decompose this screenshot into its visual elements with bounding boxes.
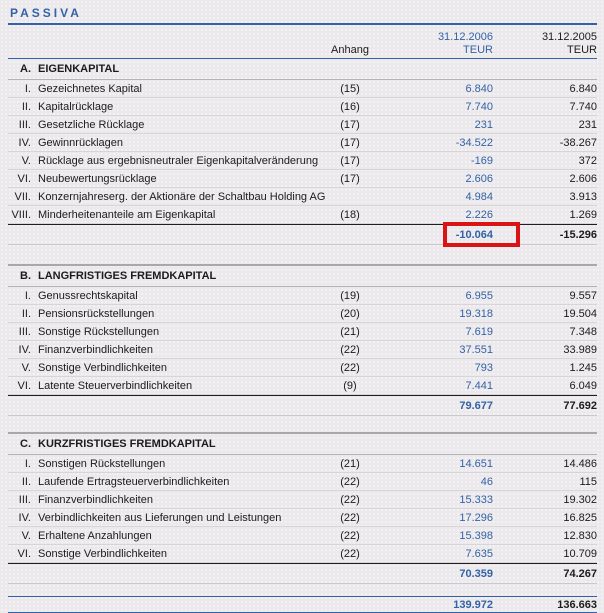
table-row [8,188,597,206]
section-total-2006: 79.677 [459,399,493,412]
section-header-eigenkapital [8,59,597,80]
section-total-2005: -15.296 [559,228,597,241]
row-anhang: (17) [340,118,360,131]
row-value-2005: 6.840 [569,82,597,95]
row-value-2005: 231 [578,118,597,131]
row-anhang: (22) [340,361,360,374]
row-value-2006: 19.318 [459,307,493,320]
row-value-2005: 2.606 [569,172,597,185]
row-value-2006: 46 [480,475,493,488]
row-value-2005: 14.486 [563,457,597,470]
section-letter: A. [20,63,31,75]
row-value-2005: 7.740 [569,100,597,113]
row-value-2006: 793 [474,361,493,374]
row-label: Gesetzliche Rücklage [38,118,145,131]
table-row [8,152,597,170]
row-value-2006: 17.296 [459,511,493,524]
row-value-2006: -34.522 [455,136,493,149]
row-label: Finanzverbindlichkeiten [38,343,153,356]
section-title: EIGENKAPITAL [38,63,120,75]
highlighted-value: -10.064 [455,228,493,241]
section-title: KURZFRISTIGES FREMDKAPITAL [38,438,216,450]
section-total-row-kurzfristiges-fremdkapital [8,563,597,584]
grand-total-row [8,596,597,613]
row-value-2006: 6.840 [465,82,493,95]
row-value-2006: 7.441 [465,379,493,392]
row-value-2006: 15.333 [459,493,493,506]
row-anhang: (22) [340,529,360,542]
grand-total-2006: 139.972 [453,598,493,611]
row-value-2005: 10.709 [563,547,597,560]
section-title: LANGFRISTIGES FREMDKAPITAL [38,270,217,282]
row-anhang: (19) [340,289,360,302]
row-label: Genussrechtskapital [38,289,138,302]
table-row [8,134,597,152]
row-value-2005: 115 [579,475,597,488]
section-kurzfristiges-fremdkapital [8,432,597,584]
row-value-2005: -38.267 [559,136,597,149]
row-value-2005: 19.504 [563,307,597,320]
row-numeral: V. [21,154,31,167]
row-numeral: V. [21,361,31,374]
row-numeral: VII. [14,190,31,203]
row-value-2006: -169 [470,154,493,167]
table-row [8,323,597,341]
row-label: Minderheitenanteile am Eigenkapital [38,208,216,221]
table-row [8,206,597,224]
row-numeral: II. [21,475,31,488]
row-value-2005: 1.245 [569,361,597,374]
row-anhang: (22) [340,547,360,560]
table-row [8,305,597,323]
row-value-2006: 15.398 [459,529,493,542]
row-anhang: (16) [340,100,360,113]
row-numeral: I. [24,82,31,95]
row-numeral: V. [21,529,31,542]
table-row [8,98,597,116]
row-value-2006: 7.740 [465,100,493,113]
row-anhang: (9) [343,379,357,392]
row-anhang: (17) [340,172,360,185]
section-total-2005: 77.692 [563,399,597,412]
row-value-2005: 16.825 [563,511,597,524]
row-label: Sonstige Verbindlichkeiten [38,547,168,560]
row-label: Latente Steuerverbindlichkeiten [38,379,193,392]
row-numeral: VI. [17,547,31,560]
row-numeral: VI. [17,379,31,392]
row-value-2006: 6.955 [465,289,493,302]
row-value-2006: 231 [474,118,493,131]
row-label: Rücklage aus ergebnisneutraler Eigenkapitalveränderung [38,154,319,167]
table-row [8,527,597,545]
row-numeral: IV. [18,511,31,524]
row-value-2005: 19.302 [563,493,597,506]
table-row [8,170,597,188]
row-label: Pensionsrückstellungen [38,307,155,320]
row-value-2006: 2.606 [465,172,493,185]
row-value-2005: 3.913 [569,190,597,203]
row-anhang: (15) [340,82,360,95]
row-label: Gewinnrücklagen [38,136,123,149]
section-total-2006: 70.359 [459,567,493,580]
section-eigenkapital [8,59,597,245]
section-total-row-langfristiges-fremdkapital [8,395,597,416]
section-total-2005: 74.267 [563,567,597,580]
table-row [8,455,597,473]
row-value-2006: 2.226 [465,208,493,221]
row-anhang: (22) [340,343,360,356]
section-header-kurzfristiges-fremdkapital [8,434,597,455]
row-value-2006: 7.635 [465,547,493,560]
row-label: Gezeichnetes Kapital [38,82,142,95]
row-numeral: II. [21,100,31,113]
table-row [8,341,597,359]
row-label: Sonstige Verbindlichkeiten [38,361,168,374]
row-value-2005: 6.049 [569,379,597,392]
row-anhang: (22) [340,475,360,488]
column-header-date-2006: 31.12.2006 [437,30,493,43]
section-letter: B. [20,270,31,282]
row-label: Neubewertungsrücklage [38,172,157,185]
row-value-2005: 372 [578,154,597,167]
row-anhang: (21) [340,325,360,338]
section-header-langfristiges-fremdkapital [8,266,597,287]
row-value-2005: 9.557 [569,289,597,302]
row-numeral: IV. [18,136,31,149]
grand-total-2005: 136.663 [557,598,597,611]
row-anhang: (18) [340,208,360,221]
column-header-unit-2006: TEUR [463,44,493,56]
row-numeral: III. [18,325,31,338]
table-row [8,491,597,509]
table-row [8,287,597,305]
column-header-unit-2005: TEUR [567,44,597,56]
section-total-2006 [375,229,493,241]
row-numeral: III. [18,118,31,131]
row-value-2005: 1.269 [569,208,597,221]
column-header-anhang: Anhang [331,44,369,56]
table-row [8,80,597,98]
row-label: Konzernjahreserg. der Aktionäre der Schaltbau Holding AG [38,190,325,203]
row-label: Erhaltene Anzahlungen [38,529,152,542]
row-label: Finanzverbindlichkeiten [38,493,153,506]
row-value-2005: 33.989 [563,343,597,356]
row-value-2006: 37.551 [459,343,493,356]
row-numeral: VIII. [11,208,31,221]
row-value-2006: 4.984 [465,190,493,203]
section-langfristiges-fremdkapital [8,264,597,416]
row-value-2006: 7.619 [465,325,493,338]
row-numeral: I. [24,457,31,470]
section-letter: C. [20,438,31,450]
title-underline-rule [8,23,597,25]
row-anhang: (20) [340,307,360,320]
row-value-2005: 7.348 [569,325,597,338]
section-total-row-eigenkapital [8,224,597,245]
row-anhang: (17) [340,136,360,149]
table-row [8,359,597,377]
row-value-2005: 12.830 [563,529,597,542]
row-anhang: (22) [340,493,360,506]
row-label: Sonstigen Rückstellungen [38,457,166,470]
row-numeral: VI. [17,172,31,185]
table-row [8,377,597,395]
row-numeral: I. [24,289,31,302]
row-anhang: (21) [340,457,360,470]
header-row-dates [8,29,597,44]
table-row [8,509,597,527]
table-row [8,116,597,134]
header-row-units [8,44,597,59]
row-label: Kapitalrücklage [38,100,114,113]
row-numeral: III. [18,493,31,506]
row-label: Verbindlichkeiten aus Lieferungen und Leistungen [38,511,282,524]
table-row [8,545,597,563]
row-value-2006: 14.651 [459,457,493,470]
row-anhang: (17) [340,154,360,167]
row-label: Sonstige Rückstellungen [38,325,160,338]
column-header-date-2005: 31.12.2005 [541,30,597,43]
row-numeral: IV. [18,343,31,356]
table-row [8,473,597,491]
row-label: Laufende Ertragsteuerverbindlichkeiten [38,475,230,488]
page-title: PASSIVA [10,6,82,20]
row-anhang: (22) [340,511,360,524]
row-numeral: II. [21,307,31,320]
